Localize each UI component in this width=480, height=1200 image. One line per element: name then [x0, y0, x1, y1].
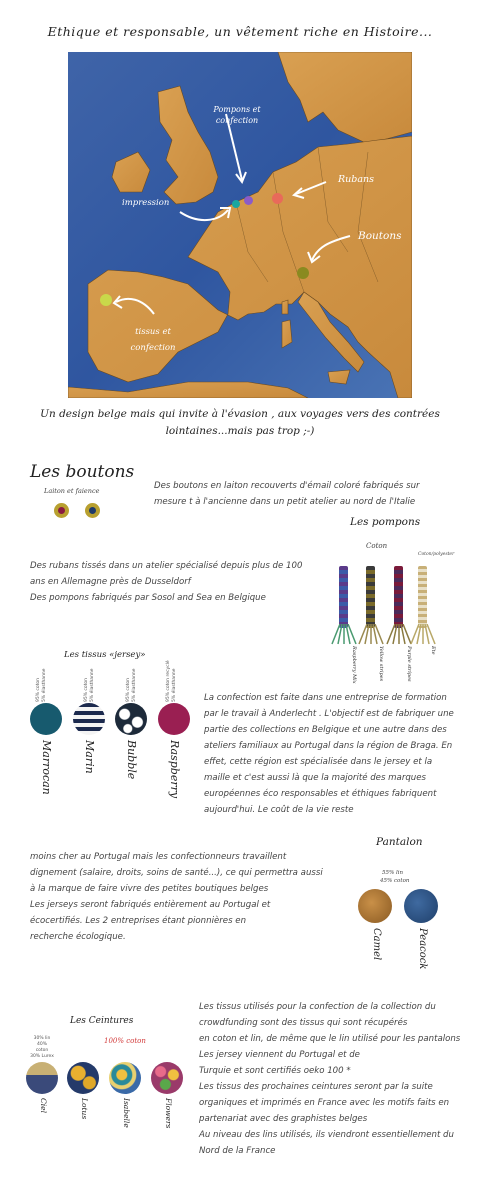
- pantalon-line-6: recherche écologique.: [30, 932, 126, 942]
- pantalon-line-5: écocertifiés. Les 2 entreprises étant pionnières en: [30, 916, 247, 926]
- tissu-compo-4b: 5% élasthanne: [172, 668, 177, 702]
- ceintures-line-7: organiques et imprimés en France avec les motifs faits en: [199, 1098, 450, 1108]
- ceinture-compo-coton: 40% coton: [35, 1042, 49, 1053]
- map-dot-boutons: [297, 267, 309, 279]
- tissu-compo-2a: 95% coton: [84, 677, 89, 702]
- tissu-compo-3b: 5% élasthanne: [132, 668, 137, 702]
- pompon-tassels: [330, 624, 440, 646]
- tissu-compo-3a: 95% coton: [126, 677, 131, 702]
- ceinture-compo-lin: 30% lin: [33, 1036, 51, 1041]
- map-label-pompons: Pompons et confection: [213, 105, 261, 125]
- pantalon-line-3: à la marque de faire vivre des petites boutiques belges: [30, 884, 269, 894]
- confection-line-1: La confection est faite dans une entreprise de formation: [204, 693, 447, 703]
- tissu-name-bubble: Bubble: [125, 740, 138, 780]
- confection-line-4: ateliers familiaux au Portugal dans la région de Braga. En: [204, 741, 453, 751]
- ceinture-name-lotus: Lotus: [80, 1098, 89, 1120]
- map-caption-line1: Un design belge mais qui invite à l'évasion , aux voyages vers des contrées: [40, 408, 440, 420]
- rubans-text-2: ans en Allemagne près de Dusseldorf: [30, 577, 191, 587]
- pompons-cotonpoly-label: Coton/polyester: [418, 552, 455, 557]
- pompon-name-1: Raspberry Mix: [351, 646, 357, 684]
- pantalon-name-camel: Camel: [371, 928, 382, 961]
- tissu-swatch-marrocan: [30, 703, 62, 735]
- button-swatch-1-center: [58, 507, 65, 514]
- confection-line-7: européennes éco responsables et éthiques fabriquent: [204, 789, 437, 799]
- pantalon-name-peacock: Peacock: [417, 928, 428, 970]
- confection-line-6: maille et c'est aussi là que la majorité des marques: [204, 773, 427, 783]
- tissu-compo-1b: 5% élasthanne: [42, 668, 47, 702]
- tissu-swatch-bubble: [115, 703, 147, 735]
- ceintures-line-8: partenariat avec des graphistes belges: [199, 1114, 368, 1124]
- ceintures-line-2: crowdfunding sont des tissus qui sont récupérés: [199, 1018, 408, 1028]
- rubans-text-1: Des rubans tissés dans un atelier spécialisé depuis plus de 100: [30, 561, 303, 571]
- tissus-title: Les tissus «jersey»: [64, 650, 146, 660]
- map-dot-pompons: [244, 196, 253, 205]
- ceintures-line-3: en coton et lin, de même que le lin utilisé pour les pantalons: [199, 1034, 461, 1044]
- pantalon-line-4: Les jerseys seront fabriqués entièrement au Portugal et: [30, 900, 271, 910]
- pompon-strip-2: [366, 566, 375, 628]
- pompon-name-3: Purple stripes: [406, 646, 412, 682]
- tissu-swatch-marin: [73, 703, 105, 735]
- ceinture-swatch-isabelle: [109, 1062, 141, 1094]
- ceintures-line-4: Les jersey viennent du Portugal et de: [199, 1050, 360, 1060]
- pompon-name-4: Ete: [430, 646, 436, 655]
- map-label-impression: impression: [122, 198, 170, 208]
- tissu-compo-4a: 95% coton recyclé: [166, 660, 171, 702]
- page-title: Ethique et responsable, un vêtement riche en Histoire...: [47, 24, 433, 39]
- pantalon-compo-1: 55% lin: [382, 870, 404, 876]
- confection-paragraph: [204, 690, 454, 818]
- pantalon-line-2: dignement (salaire, droits, soins de santé...), ce qui permettra aussi: [30, 868, 323, 878]
- boutons-text-1: Des boutons en laiton recouverts d'émail coloré fabriqués sur: [154, 481, 420, 491]
- tissu-name-marin: Marin: [83, 740, 96, 774]
- boutons-subtitle: Laiton et faience: [44, 487, 100, 495]
- ceintures-line-5: Turquie et sont certifiés oeko 100 *: [199, 1066, 351, 1076]
- ceintures-paragraph: [199, 999, 460, 1159]
- boutons-text-2: mesure t à l'ancienne dans un petit atelier au nord de l'Italie: [154, 497, 416, 507]
- pantalon-paragraph: [30, 849, 323, 945]
- map-caption-line2: lointaines...mais pas trop ;-): [165, 425, 315, 437]
- ceintures-line-9: Au niveau des lins utilisés, ils viendront essentiellement du: [199, 1130, 454, 1140]
- map-dot-impression: [232, 200, 240, 208]
- ceintures-compo-left: [30, 1036, 54, 1060]
- rubans-text-3: Des pompons fabriqués par Sosol and Sea en Belgique: [30, 593, 266, 603]
- europe-map: [68, 52, 412, 398]
- confection-line-8: aujourd'hui. Le coût de la vie reste: [204, 805, 354, 815]
- ceintures-line-10: Nord de la France: [199, 1146, 276, 1156]
- map-label-rubans: Rubans: [338, 174, 375, 185]
- ceintures-line-6: Les tissus des prochaines ceintures seront par la suite: [199, 1082, 433, 1092]
- boutons-title: Les boutons: [30, 462, 135, 482]
- tissu-name-marrocan: Marrocan: [40, 740, 53, 795]
- ceinture-name-ciel: Ciel: [39, 1098, 48, 1113]
- map-dot-portugal: [100, 294, 112, 306]
- pompon-strip-4: [418, 566, 427, 628]
- pantalon-swatch-peacock: [404, 889, 438, 923]
- pantalon-title: Pantalon: [376, 836, 423, 848]
- map-dot-rubans: [272, 193, 283, 204]
- ceintures-line-1: Les tissus utilisés pour la confection de la collection du: [199, 1002, 436, 1012]
- ceinture-name-isabelle: Isabelle: [122, 1098, 131, 1128]
- confection-line-2: par le travail à Anderlecht . L'objectif est de fabriquer une: [204, 709, 454, 719]
- pantalon-compo-2: 45% coton: [380, 878, 410, 884]
- confection-line-3: partie des collections en Belgique et une autre dans des: [204, 725, 447, 735]
- map-label-tissus: tissus et confection: [130, 327, 176, 353]
- pantalon-swatch-camel: [358, 889, 392, 923]
- tissu-swatch-raspberry: [158, 703, 190, 735]
- ceintures-cotton-label: 100% coton: [104, 1037, 146, 1045]
- tissu-compo-2b: 5% élasthanne: [90, 668, 95, 702]
- ceinture-swatch-ciel: [26, 1062, 58, 1094]
- map-label-boutons: Boutons: [358, 230, 402, 242]
- ceinture-swatch-flowers: [151, 1062, 183, 1094]
- ceinture-compo-lurex: 30% Lurex: [30, 1054, 54, 1059]
- pompon-name-2: Yellow stripes: [378, 646, 384, 682]
- ceinture-swatch-lotus: [67, 1062, 99, 1094]
- pompons-title: Les pompons: [350, 516, 421, 528]
- pompon-strip-3: [394, 566, 403, 628]
- tissu-name-raspberry: Raspberry: [168, 740, 181, 799]
- ceinture-name-flowers: Flowers: [164, 1098, 173, 1129]
- confection-line-5: effet, cette région est spécialisée dans le jersey et la: [204, 757, 433, 767]
- ceintures-title: Les Ceintures: [70, 1016, 134, 1026]
- tissu-compo-1a: 95% coton: [36, 677, 41, 702]
- button-swatch-2-center: [89, 507, 96, 514]
- pantalon-line-1: moins cher au Portugal mais les confectionneurs travaillent: [30, 852, 287, 862]
- pompon-strip-1: [339, 566, 348, 628]
- pompons-coton-label: Coton: [366, 542, 388, 550]
